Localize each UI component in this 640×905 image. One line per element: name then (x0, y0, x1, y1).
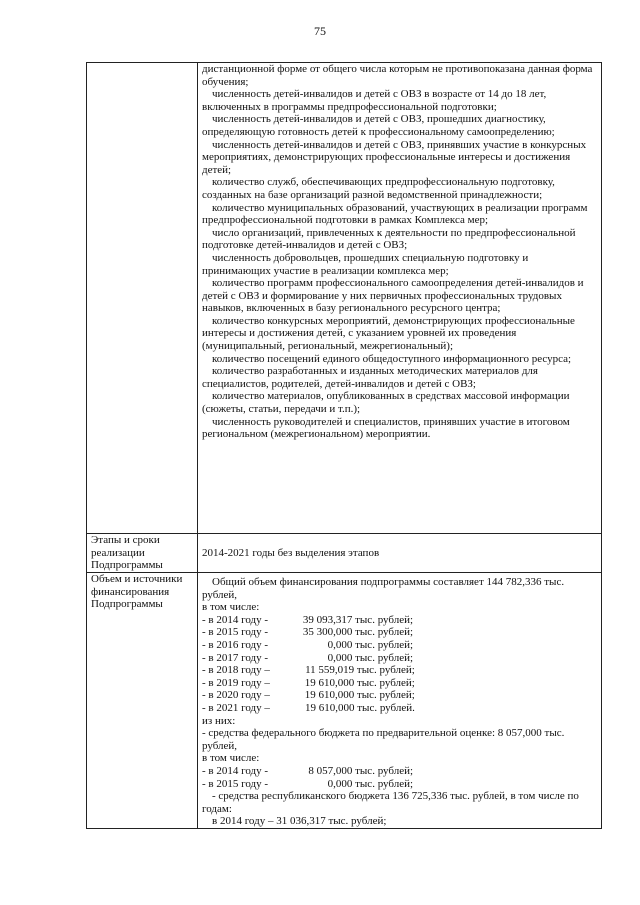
year-amount: 35 300,000 тыс. рублей; (302, 626, 414, 639)
financing-year-row (202, 689, 597, 702)
table-row (87, 63, 602, 534)
financing-republic-2014: в 2014 году – 31 036,317 тыс. рублей; (212, 815, 387, 828)
federal-year-row (202, 765, 597, 778)
financing-federal-in-total: в том числе: (202, 752, 260, 765)
indicator-text: количество служб, обеспечивающих предпрофессиональную подготовку, созданных на базе организаций разной ведомственной принадлежности; (202, 176, 555, 201)
year-label: - в 2015 году - (202, 777, 269, 790)
year-amount: 19 610,000 тыс. рублей; (304, 689, 415, 702)
financing-year-row (202, 652, 597, 665)
year-label: - в 2017 году - (202, 651, 269, 664)
indicator-text: количество посещений единого общедоступного информационного ресурса; (212, 352, 572, 365)
financing-federal: - средства федерального бюджета по предварительной оценке: 8 057,000 тыс. рублей, (202, 727, 565, 752)
indicators-cell (198, 63, 602, 534)
financing-republic: - средства республиканского бюджета 136 725,336 тыс. рублей, в том числе по годам: (202, 790, 579, 815)
year-label: - в 2019 году – (202, 676, 270, 689)
financing-year-row (202, 626, 597, 639)
financing-year-row (202, 664, 597, 677)
year-label: - в 2018 году – (202, 664, 270, 677)
page-number: 75 (314, 24, 326, 38)
indicator-text: количество разработанных и изданных методических материалов для специалистов, родителей, детей-инвалидов и детей с ОВЗ; (202, 365, 538, 390)
year-label: - в 2015 году - (202, 626, 269, 639)
indicator-text: количество конкурсных мероприятий, демонстрирующих профессиональные интересы и достижения детей, с указанием уровней их проведения (муниципальный, региональный, межрегиональный); (202, 314, 575, 353)
indicator-text: численность добровольцев, прошедших специальную подготовку и принимающих участие в реализации комплекса мер; (202, 251, 529, 277)
financing-of-them: из них: (202, 714, 236, 727)
indicator-text: количество муниципальных образований, участвующих в реализации программ предпрофессиональной подготовки в рамках Комплекса мер; (202, 201, 588, 227)
indicator-text: количество программ профессионального самоопределения детей-инвалидов и детей с ОВЗ и формирование у них первичных профессиональных трудовых навыков, включенных в базу регионального ресурсного центра; (202, 277, 584, 315)
indicator-text: численность детей-инвалидов и детей с ОВЗ, прошедших диагностику, определяющую готовность детей к профессиональному самоопределению; (202, 113, 555, 138)
indicator-text: дистанционной форме от общего числа которым не противопоказана данная форма обучения; (202, 63, 593, 88)
year-amount: 39 093,317 тыс. рублей; (302, 613, 414, 626)
year-label: - в 2021 году – (202, 701, 270, 714)
year-amount: 0,000 тыс. рублей; (327, 651, 414, 664)
year-label: - в 2020 году – (202, 689, 270, 702)
financing-cell (198, 573, 602, 829)
year-amount: 19 610,000 тыс. рублей; (304, 676, 415, 689)
year-amount: 19 610,000 тыс. рублей. (305, 701, 415, 714)
table-row (87, 573, 602, 829)
indicator-text: число организаций, привлеченных к деятельности по предпрофессиональной подготовке детей-инвалидов и детей с ОВЗ; (202, 226, 576, 252)
indicator-text: численность детей-инвалидов и детей с ОВЗ в возрасте от 14 до 18 лет, включенных в программы предпрофессиональной подготовки; (202, 88, 547, 113)
year-amount: 0,000 тыс. рублей; (327, 777, 414, 790)
year-amount: 8 057,000 тыс. рублей; (308, 764, 414, 777)
year-label: - в 2016 году - (202, 638, 269, 651)
table-row (87, 534, 602, 573)
passport-table (86, 62, 602, 829)
financing-in-total: в том числе: (202, 601, 260, 614)
financing-year-row (202, 614, 597, 627)
financing-label: Объем и источники финансирования Подпрограммы (87, 573, 198, 829)
financing-year-row (202, 702, 597, 715)
empty-label-cell (87, 63, 198, 534)
financing-year-row (202, 677, 597, 690)
year-amount: 0,000 тыс. рублей; (327, 638, 414, 651)
stages-label: Этапы и сроки реализации Подпрограммы (87, 534, 198, 573)
indicator-text: численность руководителей и специалистов, принявших участие в итоговом региональном (межрегиональном) мероприятии. (202, 415, 570, 441)
year-label: - в 2014 году - (202, 613, 269, 626)
financing-intro: Общий объем финансирования подпрограммы составляет 144 782,336 тыс. рублей, (202, 576, 565, 601)
indicator-text: количество материалов, опубликованных в средствах массовой информации (сюжеты, статьи, передачи и т.п.); (202, 390, 570, 416)
federal-year-row (202, 778, 597, 791)
stages-value: 2014-2021 годы без выделения этапов (198, 534, 602, 573)
financing-year-row (202, 639, 597, 652)
year-label: - в 2014 году - (202, 764, 269, 777)
indicator-text: численность детей-инвалидов и детей с ОВЗ, принявших участие в конкурсных мероприятиях, демонстрирующих профессиональные интересы и достижения детей; (202, 138, 587, 176)
year-amount: 11 559,019 тыс. рублей; (305, 664, 415, 677)
